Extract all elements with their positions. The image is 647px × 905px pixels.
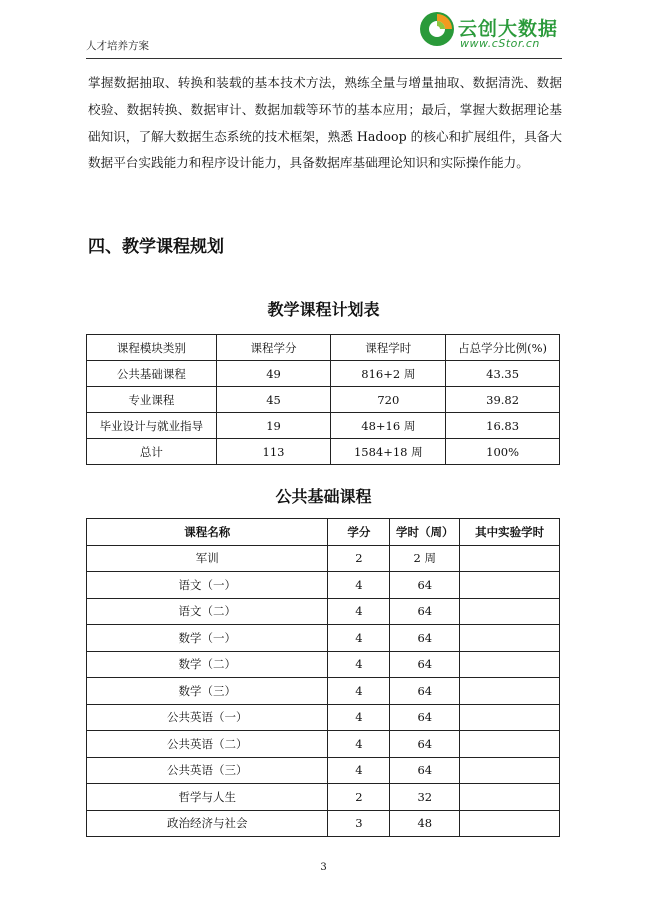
table-cell: [460, 757, 560, 784]
table-row: [87, 731, 560, 758]
table-cell: 公共英语（一）: [87, 704, 328, 731]
table-cell: 总计: [87, 439, 217, 465]
table-header-cell: 课程名称: [87, 519, 328, 546]
table-cell: 64: [390, 572, 460, 599]
table-cell: 公共英语（三）: [87, 757, 328, 784]
logo-url: www.cStor.cn: [460, 37, 540, 50]
basic-table-title: 公共基础课程: [275, 487, 372, 506]
table-cell: 64: [390, 678, 460, 705]
table-cell: 48: [390, 810, 460, 837]
table-cell: 720: [331, 387, 446, 413]
table-cell: 专业课程: [87, 387, 217, 413]
table-header-row: [87, 335, 560, 361]
table-row: [87, 625, 560, 652]
table-row: [87, 545, 560, 572]
table-row: [87, 439, 560, 465]
table-cell: 2 周: [390, 545, 460, 572]
basic-courses-table: [86, 518, 560, 837]
table-cell: [460, 625, 560, 652]
table-cell: 4: [328, 625, 390, 652]
table-cell: 113: [216, 439, 331, 465]
table-cell: 4: [328, 731, 390, 758]
table-cell: 4: [328, 757, 390, 784]
table-header-cell: 学时（周）: [390, 519, 460, 546]
table-cell: 2: [328, 545, 390, 572]
table-cell: [460, 678, 560, 705]
table-cell: 49: [216, 361, 331, 387]
table-cell: [460, 545, 560, 572]
table-cell: 4: [328, 704, 390, 731]
table-cell: 48+16 周: [331, 413, 446, 439]
table-cell: 64: [390, 651, 460, 678]
table-cell: 45: [216, 387, 331, 413]
table-cell: 4: [328, 598, 390, 625]
table-cell: 4: [328, 572, 390, 599]
table-cell: 公共基础课程: [87, 361, 217, 387]
table-header-cell: 课程学分: [216, 335, 331, 361]
table-cell: 数学（二）: [87, 651, 328, 678]
table-row: [87, 678, 560, 705]
table-header-row: [87, 519, 560, 546]
table-row: [87, 598, 560, 625]
logo-text: 云创大数据: [458, 18, 559, 40]
table-cell: 39.82: [446, 387, 560, 413]
table-cell: 100%: [446, 439, 560, 465]
table-cell: 816+2 周: [331, 361, 446, 387]
logo-swirl-icon: [418, 10, 456, 48]
header-doc-title: 人才培养方案: [86, 40, 149, 52]
company-logo: [418, 10, 568, 52]
table-cell: [460, 572, 560, 599]
table-cell: 语文（二）: [87, 598, 328, 625]
table-cell: 32: [390, 784, 460, 811]
table-cell: 19: [216, 413, 331, 439]
table-row: [87, 361, 560, 387]
table-row: [87, 651, 560, 678]
table-cell: 3: [328, 810, 390, 837]
table-header-cell: 学分: [328, 519, 390, 546]
plan-table-title: 教学课程计划表: [267, 300, 380, 319]
table-cell: 4: [328, 651, 390, 678]
table-header-cell: 课程模块类别: [87, 335, 217, 361]
table-cell: 4: [328, 678, 390, 705]
table-cell: [460, 651, 560, 678]
table-cell: 毕业设计与就业指导: [87, 413, 217, 439]
table-cell: [460, 731, 560, 758]
table-cell: 64: [390, 625, 460, 652]
header-divider: [86, 58, 562, 59]
table-cell: [460, 598, 560, 625]
table-row: [87, 387, 560, 413]
table-cell: 语文（一）: [87, 572, 328, 599]
table-cell: 2: [328, 784, 390, 811]
table-row: [87, 413, 560, 439]
table-cell: 数学（三）: [87, 678, 328, 705]
page-number: 3: [320, 862, 327, 873]
table-row: [87, 757, 560, 784]
table-cell: 哲学与人生: [87, 784, 328, 811]
plan-table: [86, 334, 560, 465]
table-cell: 64: [390, 757, 460, 784]
table-cell: [460, 704, 560, 731]
table-cell: 64: [390, 704, 460, 731]
body-paragraph: 掌握数据抽取、转换和装载的基本技术方法，熟练全量与增量抽取、数据清洗、数据校验、数据转换、数据审计、数据加载等环节的基本应用；最后，掌握大数据理论基础知识，了解大数据生态系统的技术框架，熟悉 Hadoop 的核心和扩展组件，具备大数据平台实践能力和程序设计能力，具备数据库基础理论知识和实际操作能力。: [88, 75, 562, 171]
section-title: 四、教学课程规划: [88, 237, 224, 257]
table-cell: [460, 784, 560, 811]
table-cell: 43.35: [446, 361, 560, 387]
table-cell: 64: [390, 598, 460, 625]
table-row: [87, 784, 560, 811]
table-row: [87, 704, 560, 731]
table-cell: 1584+18 周: [331, 439, 446, 465]
table-row: [87, 810, 560, 837]
table-header-cell: 课程学时: [331, 335, 446, 361]
table-cell: 16.83: [446, 413, 560, 439]
table-cell: 公共英语（二）: [87, 731, 328, 758]
table-cell: 军训: [87, 545, 328, 572]
table-row: [87, 572, 560, 599]
table-cell: 数学（一）: [87, 625, 328, 652]
table-header-cell: 占总学分比例(%): [446, 335, 560, 361]
table-cell: [460, 810, 560, 837]
table-cell: 64: [390, 731, 460, 758]
table-header-cell: 其中实验学时: [460, 519, 560, 546]
table-cell: 政治经济与社会: [87, 810, 328, 837]
